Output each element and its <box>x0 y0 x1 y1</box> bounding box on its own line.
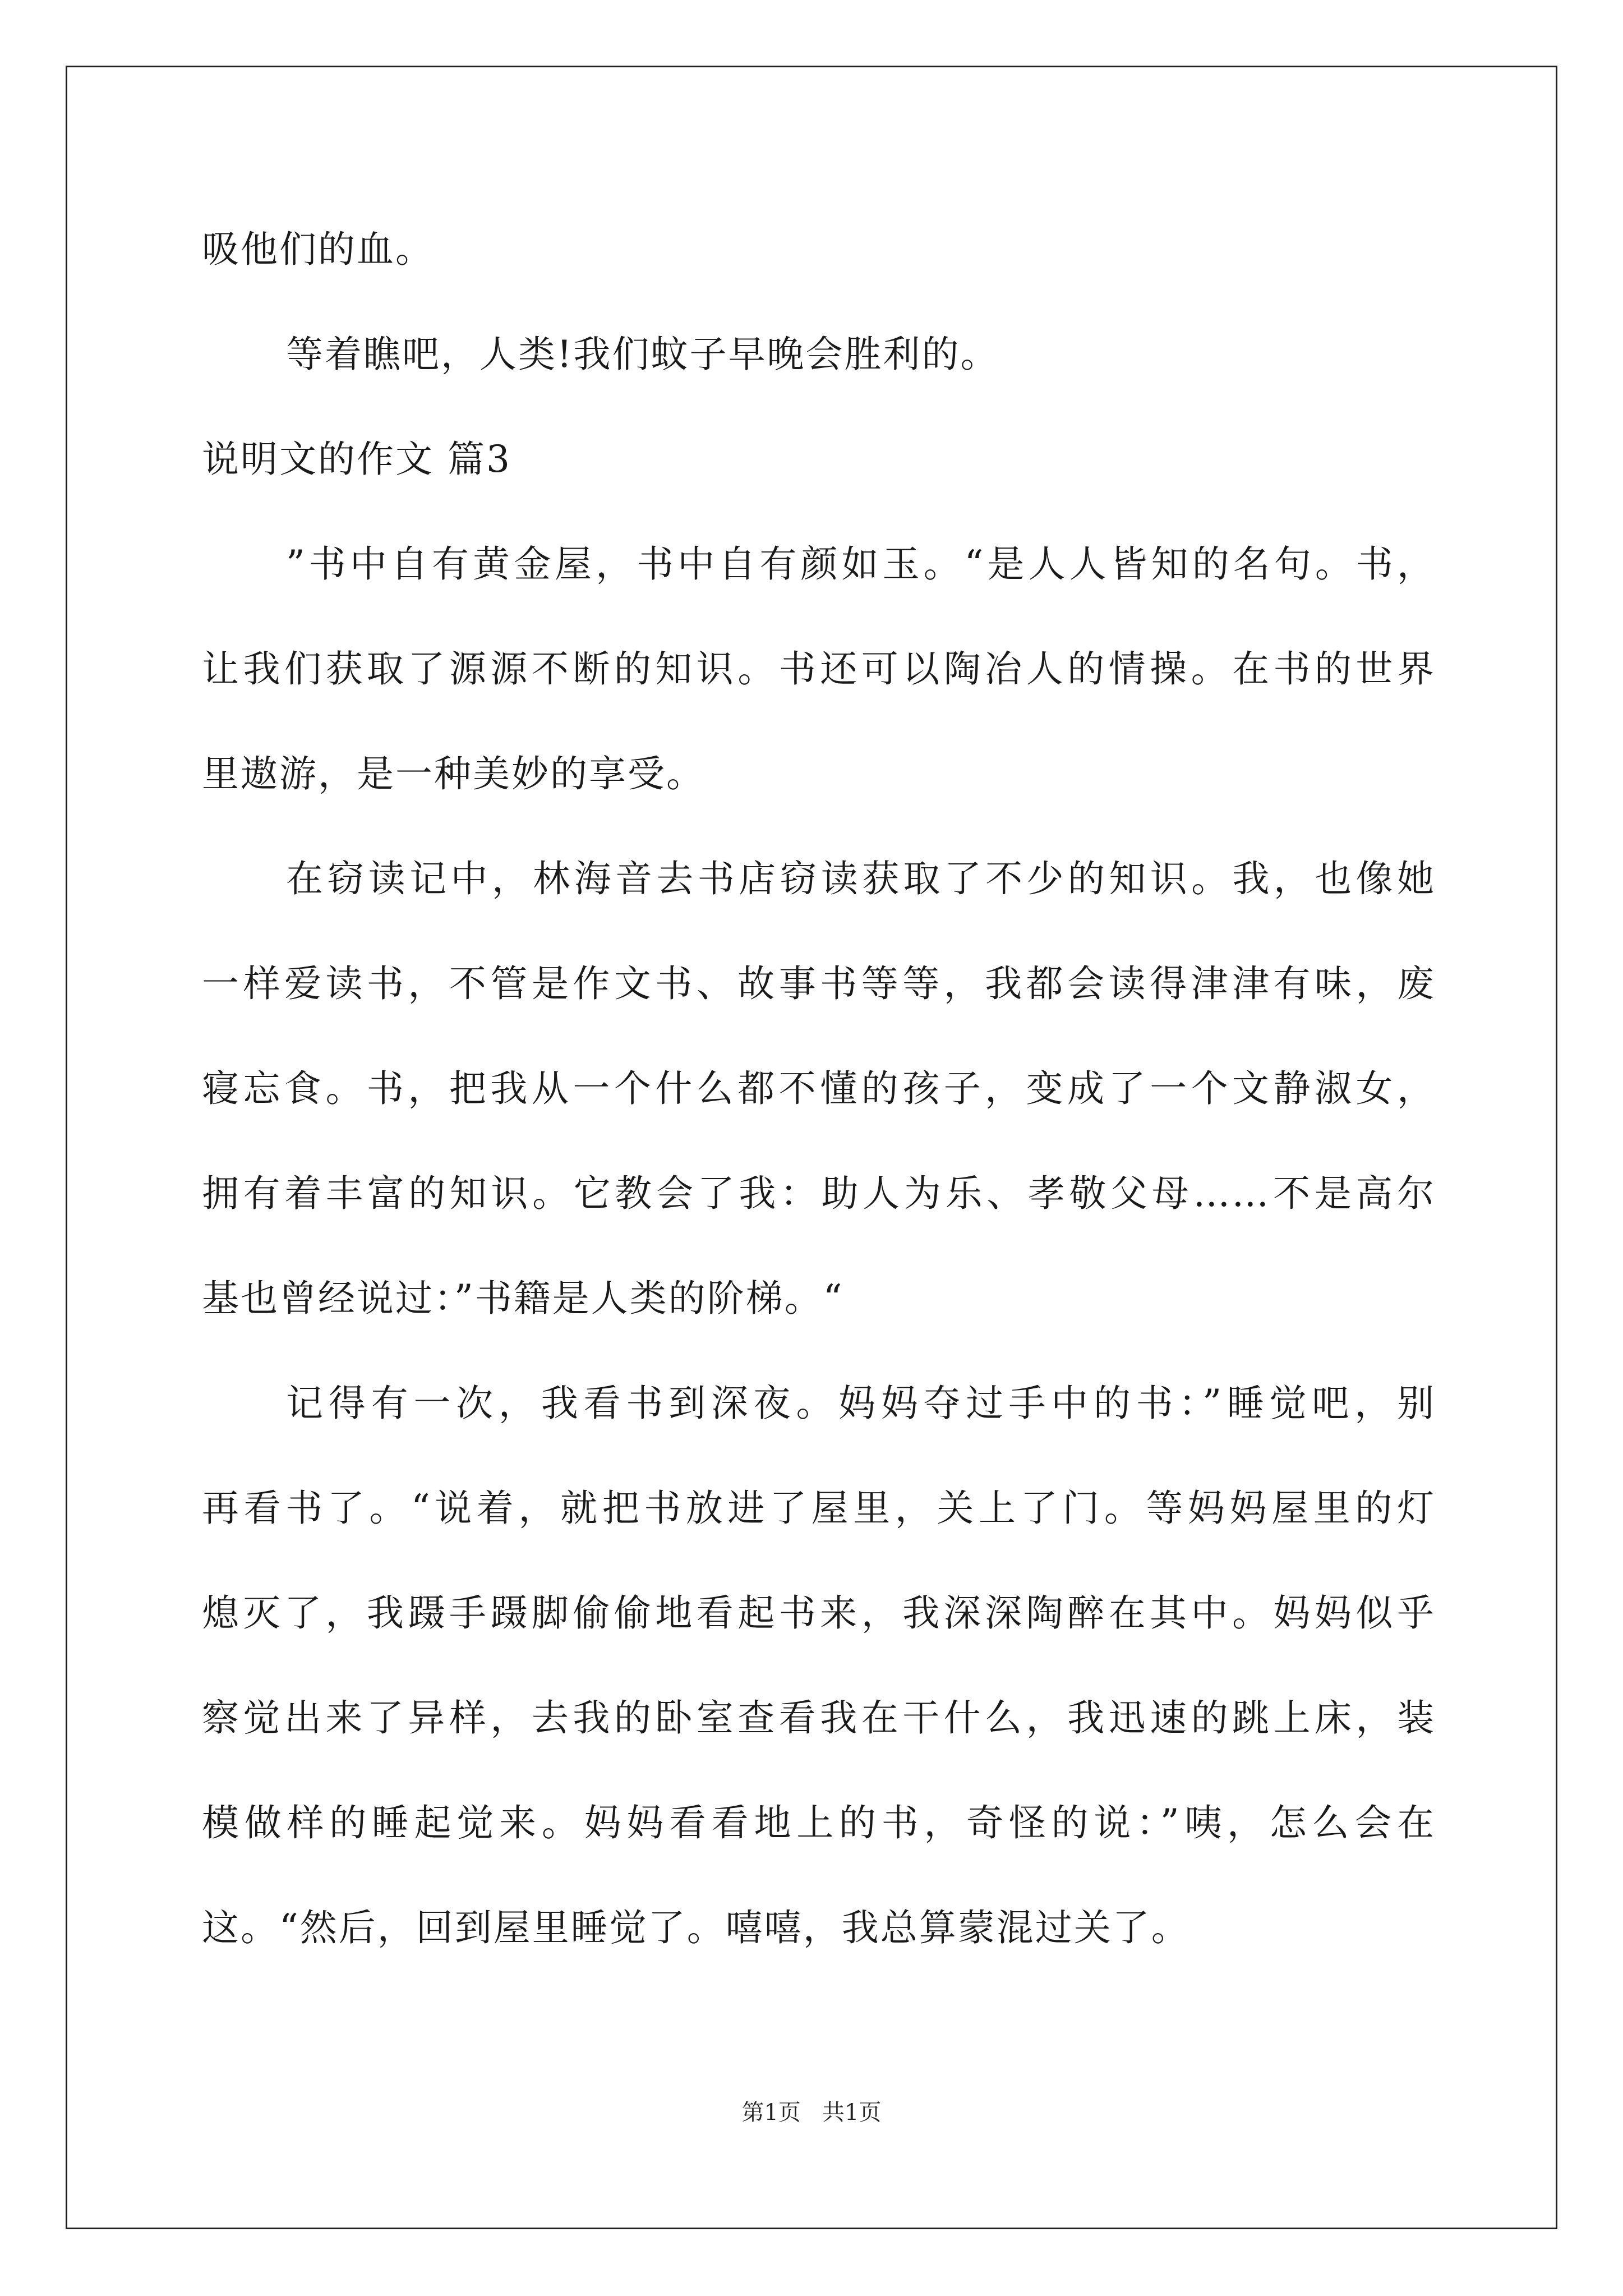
paragraph-line: 基也曾经说过：”书籍是人类的阶梯。“ <box>202 1277 844 1320</box>
page-number-footer: 第1页 共1页 <box>741 2100 882 2125</box>
section-heading: 说明文的作文 篇3 <box>202 438 511 481</box>
paragraph-line: 寝忘食。书，把我从一个什么都不懂的孩子，变成了一个文静淑女， <box>202 1067 1436 1110</box>
paragraph-line: 一样爱读书，不管是作文书、故事书等等，我都会读得津津有味，废 <box>202 962 1436 1005</box>
paragraph-line: 这。“然后，回到屋里睡觉了。嘻嘻，我总算蒙混过关了。 <box>202 1906 1190 1949</box>
paragraph-line: 察觉出来了异样，去我的卧室查看我在干什么，我迅速的跳上床，装 <box>202 1696 1436 1740</box>
paragraph-line: 模做样的睡起觉来。妈妈看看地上的书，奇怪的说：”咦，怎么会在 <box>202 1801 1436 1844</box>
paragraph-line: 等着瞧吧，人类!我们蚊子早晚会胜利的。 <box>286 333 999 376</box>
paragraph-line: 吸他们的血。 <box>202 228 434 271</box>
paragraph-line: 拥有着丰富的知识。它教会了我：助人为乐、孝敬父母……不是高尔 <box>202 1172 1436 1215</box>
paragraph-line: 再看书了。“说着，就把书放进了屋里，关上了门。等妈妈屋里的灯 <box>202 1487 1436 1530</box>
paragraph-line: 在窃读记中，林海音去书店窃读获取了不少的知识。我，也像她 <box>286 857 1436 900</box>
paragraph-line: 里遨游，是一种美妙的享受。 <box>202 752 705 795</box>
paragraph-line: ”书中自有黄金屋，书中自有颜如玉。“是人人皆知的名句。书， <box>286 542 1436 586</box>
paragraph-line: 熄灭了，我蹑手蹑脚偷偷地看起书来，我深深陶醉在其中。妈妈似乎 <box>202 1591 1436 1635</box>
page-border <box>66 66 1557 2229</box>
paragraph-line: 记得有一次，我看书到深夜。妈妈夺过手中的书：”睡觉吧，别 <box>286 1382 1436 1425</box>
paragraph-line: 让我们获取了源源不断的知识。书还可以陶冶人的情操。在书的世界 <box>202 647 1436 691</box>
